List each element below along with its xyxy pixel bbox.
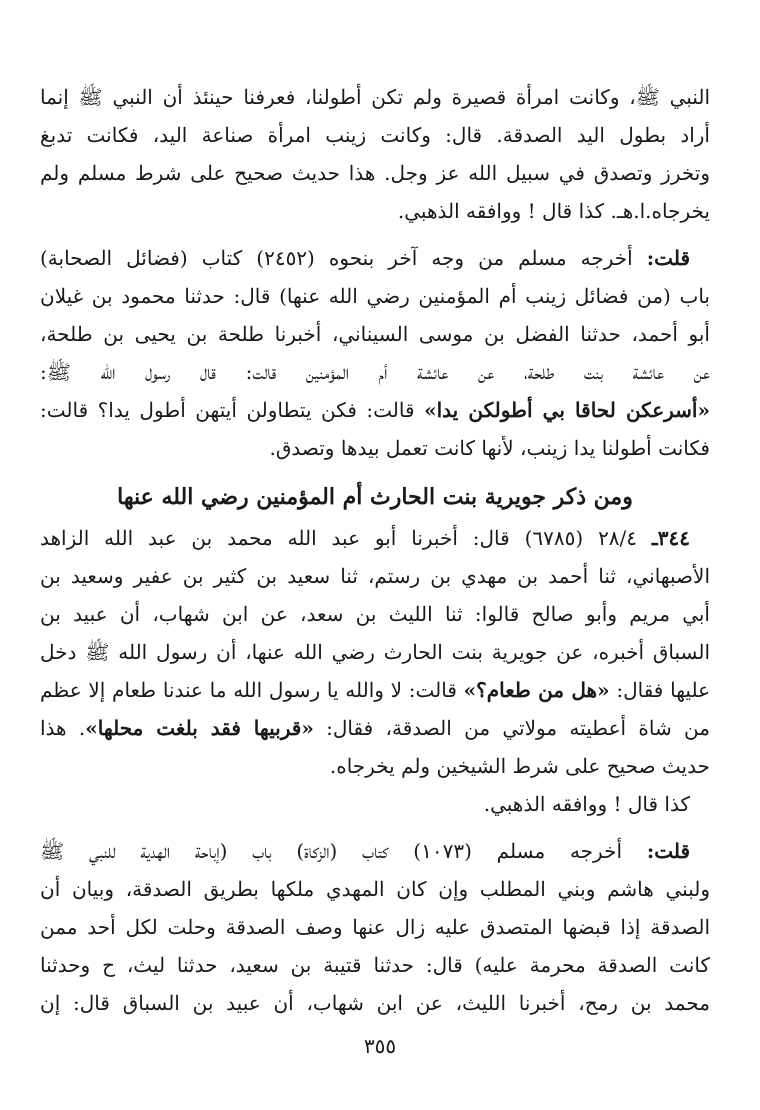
text-span: أخرجه مسلم (١٠٧٣) كتاب (الزكاة) باب (إباحة الهدية للنبي ﷺ <box>40 839 622 863</box>
hadith-quote: «أسرعكن لحاقا بي أطولكن يدا» <box>424 398 710 422</box>
paragraph-2 <box>40 239 710 467</box>
text-line: محمد بن رمح، أخبرنا الليث، عن ابن شهاب، أن عبيد بن السباق قال: إن <box>40 991 710 1015</box>
text-line <box>40 519 710 557</box>
text-span: من شاة أعطيته مولاتي من الصدقة، فقال: <box>313 716 710 740</box>
text-line: ولبني هاشم وبني المطلب وإن كان المهدي ملكها بطريق الصدقة، وبيان أن <box>40 877 710 901</box>
paragraph-3 <box>40 519 710 823</box>
text-span: عليها فقال: <box>609 678 710 702</box>
text-line: النبي ﷺ، وكانت امرأة قصيرة ولم تكن أطولنا، فعرفنا حينئذ أن النبي ﷺ إنما <box>40 85 710 109</box>
hadith-quote: «قربيها فقد بلغت محلها» <box>85 716 314 740</box>
text-line <box>40 832 710 870</box>
text-span: قالت: فكن يتطاولن أيتهن أطول يدا؟ قالت: <box>40 398 425 422</box>
paragraph-1 <box>40 78 710 230</box>
text-line: وتخرز وتصدق في سبيل الله عز وجل. هذا حديث صحيح على شرط مسلم ولم <box>40 161 710 185</box>
text-line <box>40 391 710 429</box>
hadith-number: ٣٤٤ـ <box>651 526 691 550</box>
hadith-quote: «هل من طعام؟» <box>463 678 610 702</box>
text-span: . هذا <box>40 716 86 740</box>
text-line: باب (من فضائل زينب أم المؤمنين رضي الله عنها) قال: حدثنا محمود بن غيلان <box>40 284 710 308</box>
qultu-label: قلت: <box>646 839 691 863</box>
text-line: كذا قال ! ووافقه الذهبي. <box>483 792 690 816</box>
page-number: ٣٥٥ <box>363 1034 397 1058</box>
page-body <box>40 78 710 1022</box>
text-line: فكانت أطولنا يدا زينب، لأنها كانت تعمل بيدها وتصدق. <box>269 436 710 460</box>
text-line: الصدقة إذا قبضها المتصدق عليه زال عنها وصف الصدقة وحلت لكل أحد ممن <box>40 915 710 939</box>
text-line: عن عائشة بنت طلحة، عن عائشة أم المؤمنين قالت: قال رسول الله ﷺ: <box>40 360 710 384</box>
text-line <box>40 709 710 747</box>
text-line: يخرجاه.ا.هـ. كذا قال ! ووافقه الذهبي. <box>397 199 710 223</box>
text-span: قالت: لا والله يا رسول الله ما عندنا طعام إلا عظم <box>40 678 464 702</box>
text-line <box>40 239 710 277</box>
text-span: أخرجه مسلم من وجه آخر بنحوه (٢٤٥٢) كتاب (فضائل الصحابة) <box>40 246 633 270</box>
text-span: ٢٨/٤ (٦٧٨٥) قال: أخبرنا أبو عبد الله محمد بن عبد الله الزاهد <box>40 526 652 550</box>
text-line <box>40 671 710 709</box>
section-heading: ومن ذكر جويرية بنت الحارث أم المؤمنين رضي الله عنها <box>117 484 633 510</box>
qultu-label: قلت: <box>646 246 690 270</box>
text-line: أراد بطول اليد الصدقة. قال: وكانت زينب امرأة صناعة اليد، فكانت تدبغ <box>40 123 710 147</box>
text-line: أبو أحمد، حدثنا الفضل بن موسى السيناني، أخبرنا طلحة بن يحيى بن طلحة، <box>40 322 710 346</box>
text-line: حديث صحيح على شرط الشيخين ولم يخرجاه. <box>329 754 710 778</box>
text-line: السباق أخبره، عن جويرية بنت الحارث رضي الله عنها، أن رسول الله ﷺ دخل <box>40 640 710 664</box>
text-line: أبي مريم وأبو صالح قالوا: ثنا الليث بن سعد، عن ابن شهاب، أن عبيد بن <box>40 602 710 626</box>
paragraph-4 <box>40 832 710 1022</box>
text-line: كانت الصدقة محرمة عليه) قال: حدثنا قتيبة بن سعيد، حدثنا ليث، ح وحدثنا <box>40 953 710 977</box>
text-line: الأصبهاني، ثنا أحمد بن مهدي بن رستم، ثنا سعيد بن كثير بن عفير وسعيد بن <box>40 564 710 588</box>
